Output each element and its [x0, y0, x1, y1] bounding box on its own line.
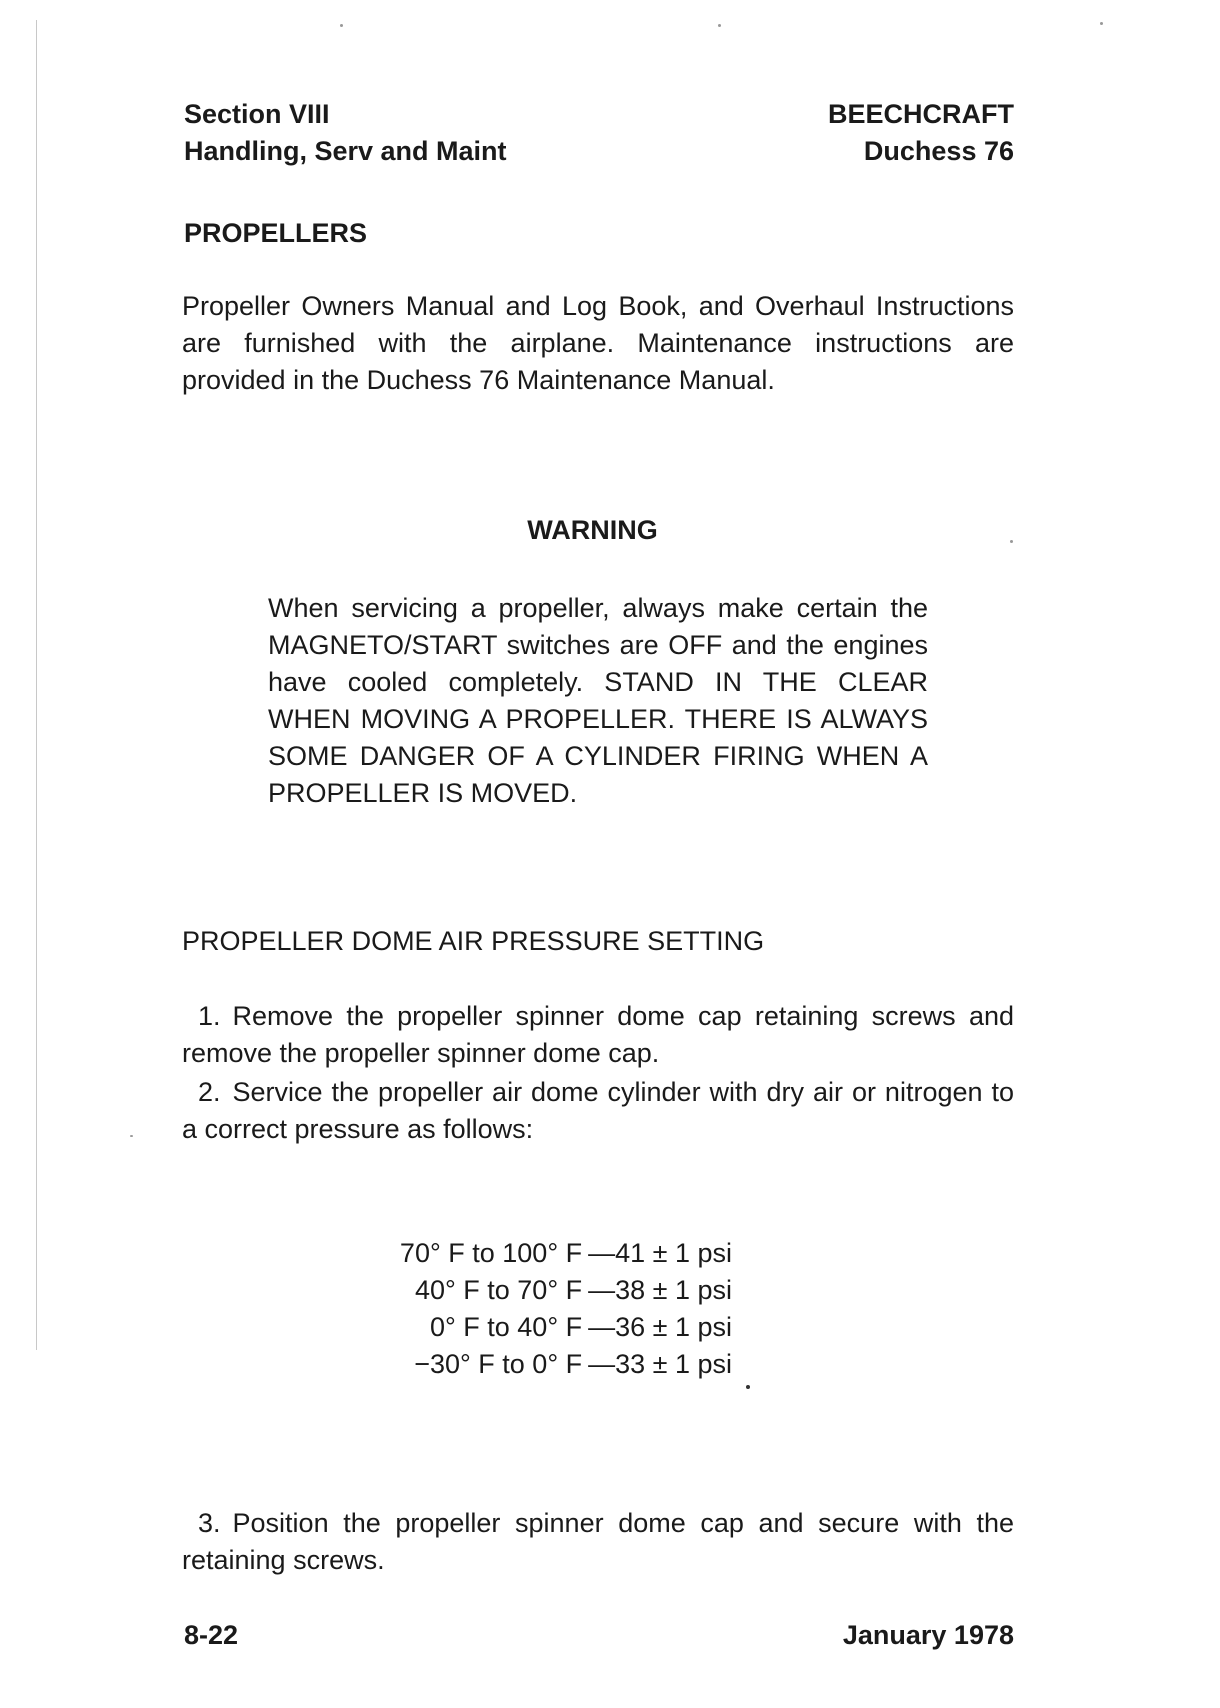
- dome-pressure-heading: PROPELLER DOME AIR PRESSURE SETTING: [182, 926, 765, 956]
- step-3: [182, 1505, 1014, 1579]
- brand-label: BEECHCRAFT: [828, 99, 1014, 129]
- header-right: [828, 96, 1014, 170]
- pressure-value: —41 ± 1 psi: [588, 1238, 732, 1268]
- step-number: 2.: [198, 1077, 221, 1107]
- temperature-range: −30° F to 0° F: [414, 1349, 583, 1379]
- temperature-range: 0° F to 40° F: [429, 1312, 583, 1342]
- pressure-row: [300, 1235, 732, 1272]
- pressure-row: [300, 1346, 732, 1383]
- pressure-row: [300, 1272, 732, 1309]
- section-label: Section VIII: [184, 99, 330, 129]
- scan-speck: [1100, 22, 1103, 25]
- subsection-label: Handling, Serv and Maint: [184, 136, 507, 166]
- step-text: Service the propeller air dome cylinder with dry air or nitrogen to a correct pressure as follows:: [182, 1077, 1014, 1144]
- propellers-intro-paragraph: Propeller Owners Manual and Log Book, and Overhaul Instructions are furnished with the airplane. Maintenance instructions are provided in the Duchess 76 Maintenance Manual.: [182, 291, 1014, 395]
- warning-heading: WARNING: [527, 515, 658, 545]
- revision-date: January 1978: [842, 1620, 1014, 1650]
- model-label: Duchess 76: [863, 136, 1014, 166]
- header-left: [184, 96, 507, 170]
- step-text: Remove the propeller spinner dome cap retaining screws and remove the propeller spinner dome cap.: [182, 1001, 1014, 1068]
- step-text: Position the propeller spinner dome cap and secure with the retaining screws.: [182, 1508, 1014, 1575]
- propellers-heading: PROPELLERS: [184, 218, 368, 248]
- page-number: 8-22: [184, 1620, 239, 1650]
- step-2: [182, 1074, 1014, 1148]
- scan-speck: [746, 1385, 750, 1389]
- page-binding-line: [36, 20, 37, 1350]
- pressure-value: —38 ± 1 psi: [588, 1275, 732, 1305]
- warning-body: When servicing a propeller, always make certain the MAGNETO/START switches are OFF and the engines have cooled completely. STAND IN THE CLEAR WHEN MOVING A PROPELLER. THERE IS ALWAYS SOME DANGER OF A CYLINDER FIRING WHEN A PROPELLER IS MOVED.: [268, 593, 928, 808]
- pressure-value: —36 ± 1 psi: [588, 1312, 732, 1342]
- temperature-range: 70° F to 100° F: [399, 1238, 583, 1268]
- pressure-value: —33 ± 1 psi: [588, 1349, 732, 1379]
- step-1: [182, 998, 1014, 1072]
- scan-speck: [1010, 540, 1013, 543]
- step-number: 3.: [198, 1508, 221, 1538]
- scan-speck: [130, 1135, 133, 1137]
- pressure-table: [300, 1235, 732, 1383]
- temperature-range: 40° F to 70° F: [414, 1275, 583, 1305]
- scan-speck: [718, 24, 721, 27]
- scan-speck: [340, 24, 343, 27]
- step-number: 1.: [198, 1001, 221, 1031]
- pressure-row: [300, 1309, 732, 1346]
